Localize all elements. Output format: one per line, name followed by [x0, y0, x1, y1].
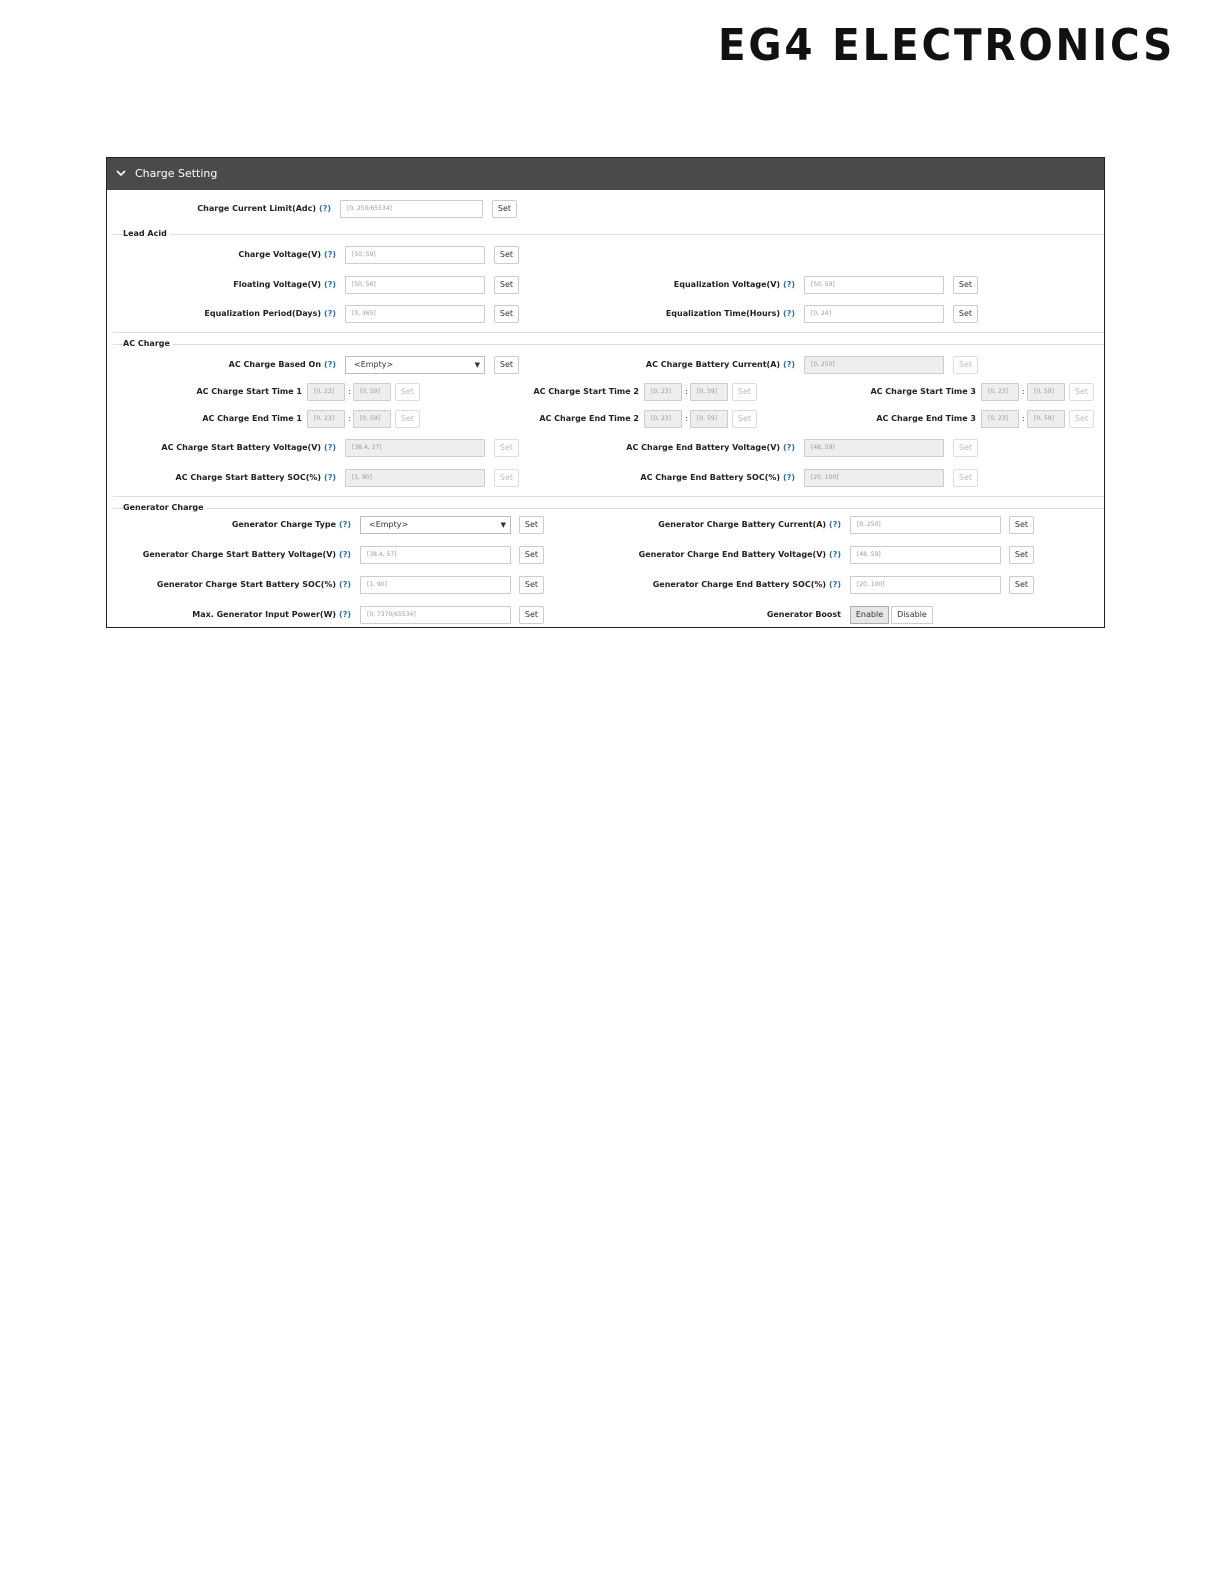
equalization-time-input[interactable]: [0, 24] [804, 305, 944, 323]
time-separator: : [1022, 387, 1025, 396]
generator-charge-type-set-button[interactable]: Set [519, 516, 544, 534]
section-divider [113, 496, 1104, 497]
ac-charge-start-time-1-label: AC Charge Start Time 1 [196, 387, 302, 396]
time-separator: : [348, 387, 351, 396]
generator-charge-end-battery-voltage-set-button[interactable]: Set [1009, 546, 1034, 564]
ac-charge-based-on-select[interactable]: <Empty> ▼ [345, 356, 485, 374]
section-divider [113, 508, 1104, 509]
help-icon[interactable]: (?) [324, 360, 336, 369]
ac-charge-end-time-2-set-button[interactable]: Set [732, 410, 757, 428]
charge-current-limit-label: Charge Current Limit(Adc) (?) [197, 204, 331, 213]
ac-charge-end-time-1-label: AC Charge End Time 1 [202, 414, 302, 423]
ac-charge-based-on-set-button[interactable]: Set [494, 356, 519, 374]
help-icon[interactable]: (?) [829, 550, 841, 559]
ac-charge-end-battery-voltage-input[interactable]: [48, 59] [804, 439, 944, 457]
generator-charge-end-battery-voltage-input[interactable]: [48, 59] [850, 546, 1001, 564]
chevron-down-icon[interactable] [115, 158, 127, 190]
generator-charge-end-battery-voltage-label: Generator Charge End Battery Voltage(V) (?) [638, 550, 841, 559]
help-icon[interactable]: (?) [829, 580, 841, 589]
ac-charge-start-time-2-label: AC Charge Start Time 2 [533, 387, 639, 396]
charge-voltage-label: Charge Voltage(V) (?) [238, 250, 336, 259]
generator-boost-enable-button[interactable]: Enable [850, 606, 889, 624]
ac-charge-section-label: AC Charge [123, 338, 173, 350]
max-generator-input-power-input[interactable]: [0, 7370/65534] [360, 606, 511, 624]
ac-charge-based-on-label: AC Charge Based On (?) [228, 360, 336, 369]
generator-charge-start-battery-voltage-input[interactable]: [38.4, 57] [360, 546, 511, 564]
charge-setting-panel [106, 157, 1105, 628]
ac-charge-start-time-1-minute[interactable]: [0, 59] [353, 383, 391, 401]
max-generator-input-power-set-button[interactable]: Set [519, 606, 544, 624]
charge-current-limit-input[interactable]: [0, 250/65534] [340, 200, 483, 218]
eg4-logo: EG4 ELECTRONICS [718, 20, 1176, 71]
generator-charge-battery-current-set-button[interactable]: Set [1009, 516, 1034, 534]
panel-title: Charge Setting [135, 167, 218, 180]
ac-charge-end-time-1-hour[interactable]: [0, 23] [307, 410, 345, 428]
ac-charge-start-battery-voltage-input[interactable]: [38.4, 37] [345, 439, 485, 457]
generator-charge-start-battery-soc-set-button[interactable]: Set [519, 576, 544, 594]
equalization-voltage-set-button[interactable]: Set [953, 276, 978, 294]
ac-charge-end-battery-soc-input[interactable]: [20, 100] [804, 469, 944, 487]
help-icon[interactable]: (?) [783, 309, 795, 318]
help-icon[interactable]: (?) [324, 443, 336, 452]
time-separator: : [348, 414, 351, 423]
floating-voltage-label: Floating Voltage(V) (?) [233, 280, 336, 289]
help-icon[interactable]: (?) [324, 309, 336, 318]
ac-charge-start-time-3-minute[interactable]: [0, 59] [1027, 383, 1065, 401]
section-divider [113, 344, 1104, 345]
help-icon[interactable]: (?) [324, 250, 336, 259]
ac-charge-end-time-1-set-button[interactable]: Set [395, 410, 420, 428]
help-icon[interactable]: (?) [339, 610, 351, 619]
ac-charge-end-battery-voltage-set-button[interactable]: Set [953, 439, 978, 457]
generator-charge-battery-current-input[interactable]: [0, 250] [850, 516, 1001, 534]
help-icon[interactable]: (?) [339, 520, 351, 529]
chevron-down-icon: ▼ [500, 521, 506, 529]
ac-charge-start-time-3-label: AC Charge Start Time 3 [870, 387, 976, 396]
charge-voltage-input[interactable]: [50, 59] [345, 246, 485, 264]
generator-charge-start-battery-voltage-label: Generator Charge Start Battery Voltage(V) (?) [142, 550, 351, 559]
ac-charge-end-time-3-hour[interactable]: [0, 23] [981, 410, 1019, 428]
help-icon[interactable]: (?) [319, 204, 331, 213]
ac-charge-end-time-3-label: AC Charge End Time 3 [876, 414, 976, 423]
help-icon[interactable]: (?) [783, 443, 795, 452]
ac-charge-start-time-1-hour[interactable]: [0, 23] [307, 383, 345, 401]
time-separator: : [685, 387, 688, 396]
chevron-down-icon: ▼ [474, 361, 480, 369]
help-icon[interactable]: (?) [339, 580, 351, 589]
equalization-time-set-button[interactable]: Set [953, 305, 978, 323]
generator-charge-end-battery-soc-set-button[interactable]: Set [1009, 576, 1034, 594]
floating-voltage-input[interactable]: [50, 56] [345, 276, 485, 294]
time-separator: : [685, 414, 688, 423]
equalization-period-label: Equalization Period(Days) (?) [204, 309, 336, 318]
equalization-period-input[interactable]: [0, 365] [345, 305, 485, 323]
ac-charge-start-battery-soc-label: AC Charge Start Battery SOC(%) (?) [175, 473, 336, 482]
equalization-period-set-button[interactable]: Set [494, 305, 519, 323]
ac-charge-start-time-3-hour[interactable]: [0, 23] [981, 383, 1019, 401]
help-icon[interactable]: (?) [324, 280, 336, 289]
ac-charge-start-battery-soc-input[interactable]: [1, 90] [345, 469, 485, 487]
help-icon[interactable]: (?) [783, 360, 795, 369]
ac-charge-start-battery-soc-set-button[interactable]: Set [494, 469, 519, 487]
ac-charge-start-time-2-set-button[interactable]: Set [732, 383, 757, 401]
help-icon[interactable]: (?) [339, 550, 351, 559]
charge-current-limit-set-button[interactable]: Set [492, 200, 517, 218]
ac-charge-start-time-1-set-button[interactable]: Set [395, 383, 420, 401]
ac-charge-end-time-2-minute[interactable]: [0, 59] [690, 410, 728, 428]
ac-charge-start-time-2-hour[interactable]: [0, 23] [644, 383, 682, 401]
ac-charge-end-time-3-minute[interactable]: [0, 59] [1027, 410, 1065, 428]
equalization-voltage-label: Equalization Voltage(V) (?) [673, 280, 795, 289]
help-icon[interactable]: (?) [783, 473, 795, 482]
ac-charge-end-battery-soc-label: AC Charge End Battery SOC(%) (?) [640, 473, 795, 482]
time-separator: : [1022, 414, 1025, 423]
generator-charge-type-label: Generator Charge Type (?) [231, 520, 351, 529]
panel-header[interactable] [107, 158, 1104, 190]
ac-charge-end-battery-voltage-label: AC Charge End Battery Voltage(V) (?) [626, 443, 795, 452]
ac-charge-end-time-2-hour[interactable]: [0, 23] [644, 410, 682, 428]
ac-charge-start-battery-voltage-set-button[interactable]: Set [494, 439, 519, 457]
help-icon[interactable]: (?) [324, 473, 336, 482]
ac-charge-end-time-1-minute[interactable]: [0, 59] [353, 410, 391, 428]
section-divider [113, 332, 1104, 333]
ac-charge-start-time-2-minute[interactable]: [0, 59] [690, 383, 728, 401]
section-divider [113, 234, 1104, 235]
help-icon[interactable]: (?) [783, 280, 795, 289]
ac-charge-end-time-2-label: AC Charge End Time 2 [539, 414, 639, 423]
help-icon[interactable]: (?) [829, 520, 841, 529]
floating-voltage-set-button[interactable]: Set [494, 276, 519, 294]
max-generator-input-power-label: Max. Generator Input Power(W) (?) [192, 610, 351, 619]
generator-charge-start-battery-voltage-set-button[interactable]: Set [519, 546, 544, 564]
generator-charge-end-battery-soc-label: Generator Charge End Battery SOC(%) (?) [652, 580, 841, 589]
ac-charge-battery-current-set-button[interactable]: Set [953, 356, 978, 374]
ac-charge-battery-current-label: AC Charge Battery Current(A) (?) [645, 360, 795, 369]
generator-charge-end-battery-soc-input[interactable]: [20, 100] [850, 576, 1001, 594]
equalization-voltage-input[interactable]: [50, 59] [804, 276, 944, 294]
ac-charge-battery-current-input[interactable]: [0, 250] [804, 356, 944, 374]
generator-charge-type-select[interactable]: <Empty> ▼ [360, 516, 511, 534]
ac-charge-start-time-3-set-button[interactable]: Set [1069, 383, 1094, 401]
charge-voltage-set-button[interactable]: Set [494, 246, 519, 264]
generator-charge-section-label: Generator Charge [123, 502, 207, 514]
generator-charge-battery-current-label: Generator Charge Battery Current(A) (?) [658, 520, 841, 529]
ac-charge-end-time-3-set-button[interactable]: Set [1069, 410, 1094, 428]
generator-boost-label: Generator Boost [766, 610, 841, 619]
ac-charge-end-battery-soc-set-button[interactable]: Set [953, 469, 978, 487]
equalization-time-label: Equalization Time(Hours) (?) [665, 309, 795, 318]
lead-acid-section-label: Lead Acid [123, 228, 170, 240]
ac-charge-start-battery-voltage-label: AC Charge Start Battery Voltage(V) (?) [161, 443, 336, 452]
generator-charge-start-battery-soc-label: Generator Charge Start Battery SOC(%) (?) [156, 580, 351, 589]
generator-boost-disable-button[interactable]: Disable [891, 606, 933, 624]
generator-charge-start-battery-soc-input[interactable]: [1, 90] [360, 576, 511, 594]
